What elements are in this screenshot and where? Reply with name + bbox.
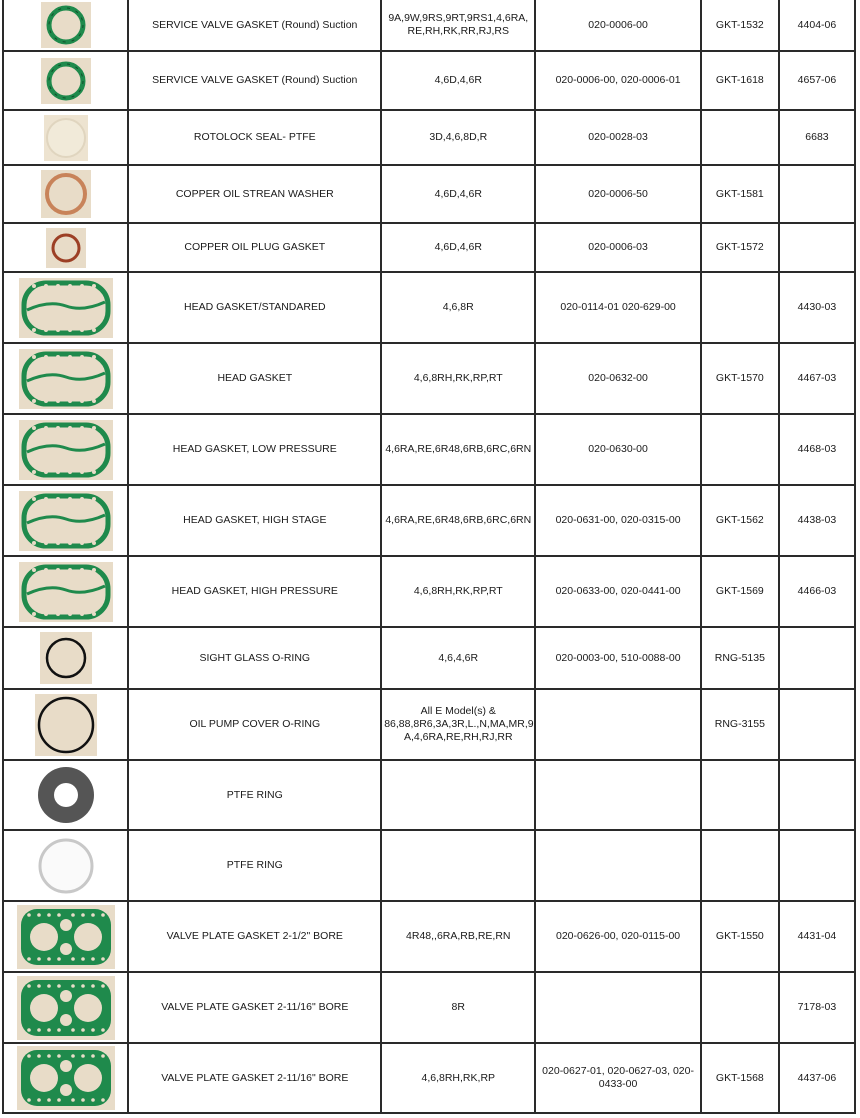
gkt-cell: RNG-3155: [701, 689, 779, 760]
description-cell: VALVE PLATE GASKET 2-11/16" BORE: [128, 1043, 381, 1113]
part-image-cell: [3, 1043, 128, 1113]
description-cell: HEAD GASKET, HIGH PRESSURE: [128, 556, 381, 627]
models-cell: 4R48,,6RA,RB,RE,RN: [381, 901, 535, 972]
models-cell: 4,6,4,6R: [381, 627, 535, 689]
ref-cell: 4438-03: [779, 485, 855, 556]
part-image-cell: [3, 760, 128, 830]
ref-cell: [779, 830, 855, 901]
part-image-cell: [3, 485, 128, 556]
models-cell: 4,6,8RH,RK,RP: [381, 1043, 535, 1113]
gkt-cell: RNG-5135: [701, 627, 779, 689]
part-image-cell: [3, 830, 128, 901]
description-cell: HEAD GASKET/STANDARED: [128, 272, 381, 343]
green-round-gasket-icon: [41, 58, 91, 104]
table-row: [3, 1043, 855, 1113]
ref-cell: 4467-03: [779, 343, 855, 414]
part-image-cell: [3, 165, 128, 223]
part-number-cell: 020-0028-03: [535, 110, 700, 165]
table-row: [3, 556, 855, 627]
table-row: [3, 223, 855, 272]
ref-cell: [779, 165, 855, 223]
gkt-cell: [701, 272, 779, 343]
table-row: [3, 165, 855, 223]
ref-cell: [779, 627, 855, 689]
description-cell: HEAD GASKET: [128, 343, 381, 414]
gkt-cell: GKT-1570: [701, 343, 779, 414]
description-cell: PTFE RING: [128, 760, 381, 830]
ref-cell: 6683: [779, 110, 855, 165]
copper-washer-icon: [41, 170, 91, 218]
description-cell: OIL PUMP COVER O-RING: [128, 689, 381, 760]
table-row: [3, 760, 855, 830]
part-image-cell: [3, 0, 128, 51]
part-number-cell: [535, 689, 700, 760]
part-image-cell: [3, 51, 128, 110]
ref-cell: [779, 689, 855, 760]
table-row: [3, 51, 855, 110]
part-number-cell: 020-0006-03: [535, 223, 700, 272]
part-number-cell: 020-0627-01, 020-0627-03, 020-0433-00: [535, 1043, 700, 1113]
models-cell: 4,6,8RH,RK,RP,RT: [381, 343, 535, 414]
part-number-cell: 020-0630-00: [535, 414, 700, 485]
part-number-cell: 020-0631-00, 020-0315-00: [535, 485, 700, 556]
description-cell: ROTOLOCK SEAL- PTFE: [128, 110, 381, 165]
ref-cell: 4437-06: [779, 1043, 855, 1113]
part-image-cell: [3, 901, 128, 972]
ref-cell: [779, 760, 855, 830]
head-gasket-icon: [19, 278, 113, 338]
models-cell: 4,6RA,RE,6R48,6RB,6RC,6RN: [381, 485, 535, 556]
models-cell: 3D,4,6,8D,R: [381, 110, 535, 165]
part-number-cell: 020-0633-00, 020-0441-00: [535, 556, 700, 627]
part-number-cell: 020-0006-50: [535, 165, 700, 223]
gkt-cell: GKT-1568: [701, 1043, 779, 1113]
table-row: [3, 689, 855, 760]
part-image-cell: [3, 627, 128, 689]
models-cell: 4,6D,4,6R: [381, 223, 535, 272]
models-cell: 4,6,8RH,RK,RP,RT: [381, 556, 535, 627]
table-row: [3, 343, 855, 414]
gkt-cell: GKT-1562: [701, 485, 779, 556]
gray-ptfe-ring-icon: [36, 765, 96, 825]
table-row: [3, 972, 855, 1043]
ref-cell: 4468-03: [779, 414, 855, 485]
gkt-cell: GKT-1581: [701, 165, 779, 223]
ref-cell: 4466-03: [779, 556, 855, 627]
head-gasket-icon: [19, 562, 113, 622]
description-cell: SERVICE VALVE GASKET (Round) Suction: [128, 0, 381, 51]
part-image-cell: [3, 343, 128, 414]
models-cell: 9A,9W,9RS,9RT,9RS1,4,6RA, RE,RH,RK,RR,RJ,RS: [381, 0, 535, 51]
table-row: [3, 414, 855, 485]
models-cell: [381, 760, 535, 830]
gasket-parts-table: [2, 0, 856, 1114]
ref-cell: 4404-06: [779, 0, 855, 51]
valve-plate-gasket-icon: [17, 905, 115, 969]
description-cell: COPPER OIL STREAN WASHER: [128, 165, 381, 223]
part-number-cell: 020-0006-00, 020-0006-01: [535, 51, 700, 110]
table-row: [3, 830, 855, 901]
black-o-ring-icon: [40, 632, 92, 684]
description-cell: VALVE PLATE GASKET 2-1/2" BORE: [128, 901, 381, 972]
ref-cell: 4431-04: [779, 901, 855, 972]
ref-cell: 4430-03: [779, 272, 855, 343]
head-gasket-icon: [19, 491, 113, 551]
models-cell: 8R: [381, 972, 535, 1043]
part-number-cell: 020-0003-00, 510-0088-00: [535, 627, 700, 689]
gkt-cell: GKT-1618: [701, 51, 779, 110]
table-row: [3, 110, 855, 165]
gkt-cell: [701, 830, 779, 901]
gkt-cell: GKT-1569: [701, 556, 779, 627]
ptfe-seal-disc-icon: [44, 115, 88, 161]
models-cell: [381, 830, 535, 901]
part-number-cell: 020-0632-00: [535, 343, 700, 414]
table-row: [3, 0, 855, 51]
green-round-gasket-icon: [41, 2, 91, 48]
description-cell: SIGHT GLASS O-RING: [128, 627, 381, 689]
description-cell: VALVE PLATE GASKET 2-11/16" BORE: [128, 972, 381, 1043]
gkt-cell: GKT-1572: [701, 223, 779, 272]
table-row: [3, 901, 855, 972]
copper-gasket-icon: [46, 228, 86, 268]
gkt-cell: [701, 414, 779, 485]
part-image-cell: [3, 110, 128, 165]
models-cell: 4,6,8R: [381, 272, 535, 343]
part-image-cell: [3, 272, 128, 343]
part-number-cell: 020-0626-00, 020-0115-00: [535, 901, 700, 972]
description-cell: HEAD GASKET, HIGH STAGE: [128, 485, 381, 556]
ref-cell: 7178-03: [779, 972, 855, 1043]
gkt-cell: [701, 110, 779, 165]
part-image-cell: [3, 414, 128, 485]
gkt-cell: GKT-1550: [701, 901, 779, 972]
part-number-cell: [535, 760, 700, 830]
table-body: [3, 0, 855, 1113]
description-cell: SERVICE VALVE GASKET (Round) Suction: [128, 51, 381, 110]
gkt-cell: [701, 760, 779, 830]
gkt-cell: [701, 972, 779, 1043]
head-gasket-icon: [19, 349, 113, 409]
models-cell: 4,6D,4,6R: [381, 51, 535, 110]
part-number-cell: 020-0006-00: [535, 0, 700, 51]
description-cell: COPPER OIL PLUG GASKET: [128, 223, 381, 272]
part-image-cell: [3, 972, 128, 1043]
part-number-cell: [535, 972, 700, 1043]
gkt-cell: GKT-1532: [701, 0, 779, 51]
white-ptfe-ring-icon: [36, 836, 96, 896]
table-row: [3, 627, 855, 689]
valve-plate-gasket-icon: [17, 1046, 115, 1110]
part-number-cell: 020-0114-01 020-629-00: [535, 272, 700, 343]
valve-plate-gasket-icon: [17, 976, 115, 1040]
description-cell: PTFE RING: [128, 830, 381, 901]
ref-cell: 4657-06: [779, 51, 855, 110]
ref-cell: [779, 223, 855, 272]
table-row: [3, 485, 855, 556]
part-image-cell: [3, 223, 128, 272]
part-image-cell: [3, 689, 128, 760]
table-row: [3, 272, 855, 343]
part-number-cell: [535, 830, 700, 901]
part-image-cell: [3, 556, 128, 627]
models-cell: 4,6D,4,6R: [381, 165, 535, 223]
description-cell: HEAD GASKET, LOW PRESSURE: [128, 414, 381, 485]
models-cell: 4,6RA,RE,6R48,6RB,6RC,6RN: [381, 414, 535, 485]
models-cell: All E Model(s) & 86,88,8R6,3A,3R,L.,N,MA,MR,9 A,4,6RA,RE,RH,RJ,RR: [381, 689, 535, 760]
black-o-ring-large-icon: [35, 694, 97, 756]
head-gasket-icon: [19, 420, 113, 480]
